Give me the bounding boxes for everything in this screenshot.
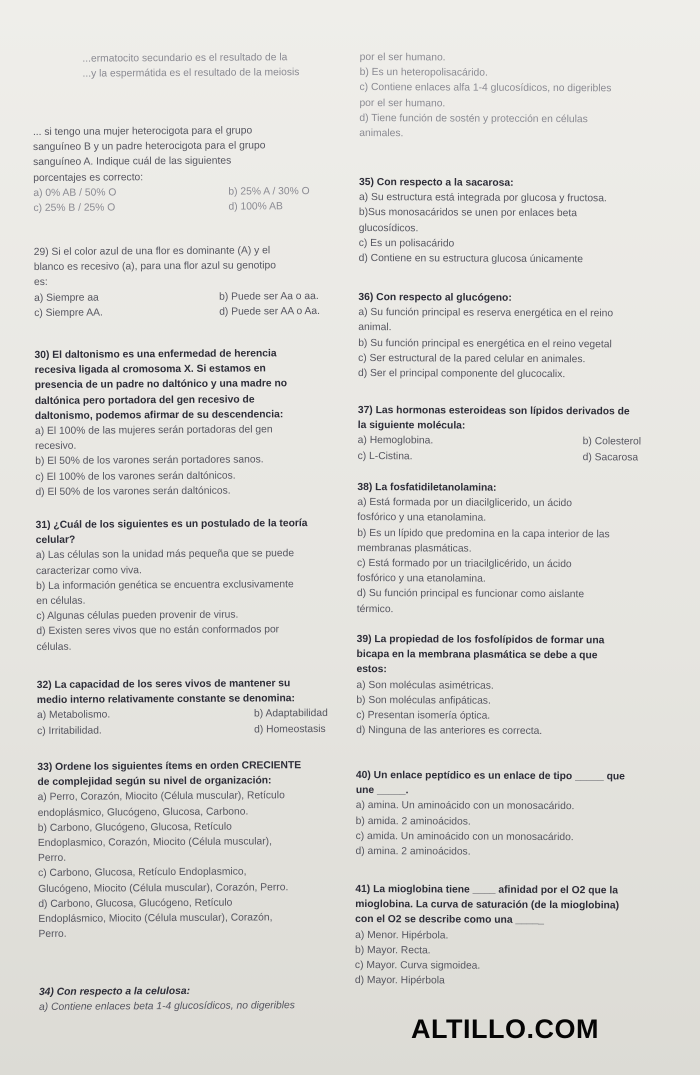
option-line: b) Carbono, Glucógeno, Glucosa, Retículo: [37, 821, 232, 834]
left-top-fragment: [82, 50, 352, 82]
option-line: b) amida. 2 aminoácidos.: [355, 815, 471, 828]
option-line: fosfórico y una etanolamina.: [356, 573, 486, 585]
question-29: [34, 243, 355, 321]
option-a: a) Siempre aa: [34, 292, 99, 304]
option-line: b) Mayor. Recta.: [354, 944, 431, 957]
text-line: ...ermatocito secundario es el resultado de la: [82, 52, 288, 65]
text-line: por el ser humano.: [359, 97, 446, 110]
option-line: a) Su estructura está integrada por glucosa y fructosa.: [358, 192, 607, 205]
question-text: 36) Con respecto al glucógeno:: [358, 291, 512, 304]
option-line: a) Son moléculas asimétricas.: [356, 679, 494, 692]
option-line: c) Ser estructural de la pared celular en animales.: [358, 352, 586, 365]
question-text: medio interno relativamente constante se denomina:: [36, 693, 295, 707]
question-text: daltónica pero portadora del gen recesivo de: [34, 394, 255, 407]
question-text: 40) Un enlace peptídico es un enlace de tipo _____ que: [355, 769, 625, 783]
question-text: 35) Con respecto a la sacarosa:: [359, 176, 514, 189]
option-line: d) El 50% de los varones serán daltónicos.: [35, 485, 231, 498]
option-line: a) El 100% de las mujeres serán portadoras del gen: [34, 424, 273, 438]
question-text: ... si tengo una mujer heterocigota para el grupo: [32, 125, 253, 138]
option-line: c) El 100% de los varones serán daltónicos.: [35, 470, 236, 483]
question-text: daltonismo, podemos afirmar de su descendencia:: [34, 409, 284, 422]
option-b: b) Adaptabilidad: [253, 708, 328, 720]
question-text: 34) Con respecto a la celulosa:: [38, 985, 191, 998]
question-30: [34, 346, 355, 500]
question-31: [36, 516, 357, 655]
option-line: b) Son moléculas anfipáticas.: [356, 694, 491, 707]
text-line: c) Contiene enlaces alfa 1-4 glucosídicos, no digeribles: [359, 82, 612, 95]
question-text: presencia de un padre no daltónico y una madre no: [34, 378, 288, 392]
text-line: por el ser humano.: [359, 51, 446, 64]
question-text: estos:: [356, 664, 387, 676]
question-text: sanguíneo B y un padre heterocigota para el grupo: [32, 140, 266, 154]
text-line: d) Tiene función de sostén y protección en células: [359, 112, 588, 126]
option-line: c) Algunas células pueden provenir de virus.: [36, 609, 239, 623]
option-line: d) Carbono, Glucosa, Glucógeno, Retículo: [38, 897, 233, 910]
option-c: c) Irritabilidad.: [37, 725, 102, 737]
question-text: 29) Si el color azul de una flor es dominante (A) y el: [33, 245, 271, 258]
option-line: a) Perro, Corazón, Miocito (Célula muscular), Retículo: [37, 790, 285, 804]
question-text: celular?: [35, 534, 76, 547]
question-text: recesiva ligada al cromosoma X. Si estamos en: [34, 363, 266, 377]
option-c: c) L-Cistina.: [357, 450, 413, 462]
option-d: d) Homeostasis: [254, 723, 326, 736]
option-line: Endoplásmico, Miocito (Célula muscular), Corazón,: [38, 912, 273, 926]
text-line: b) Es un heteropolisacárido.: [359, 67, 488, 79]
option-line: d) amina. 2 aminoácidos.: [355, 846, 471, 858]
right-column: [354, 0, 678, 987]
option-line: recesivo.: [35, 440, 77, 453]
option-line: d) Ninguna de las anteriores es correcta.: [356, 725, 543, 738]
right-top-fragment: [359, 50, 677, 143]
option-line: animal.: [358, 322, 392, 334]
option-line: fosfórico y una etanolamina.: [357, 512, 487, 525]
option-c: c) 25% B / 25% O: [33, 202, 116, 215]
option-line: b) Su función principal es energética en el reino vegetal: [358, 337, 612, 350]
option-line: glucosídicos.: [358, 222, 419, 234]
option-line: c) Mayor. Curva sigmoidea.: [354, 960, 481, 972]
option-line: a) amina. Un aminoácido con un monosacárido.: [355, 800, 575, 813]
option-line: a) Las células son la unidad más pequeña que se puede: [35, 548, 295, 562]
option-line: Perro.: [37, 853, 67, 865]
question-text: porcentajes es correcto:: [33, 171, 144, 184]
question-text: 37) Las hormonas esteroideas son lípidos derivados de: [357, 404, 630, 418]
option-line: térmico.: [356, 603, 394, 615]
question-28: [33, 123, 354, 216]
question-text: bicapa en la membrana plasmática se debe a que: [356, 649, 598, 662]
question-text: 31) ¿Cuál de los siguientes es un postulado de la teoría: [35, 518, 308, 531]
option-line: d) Su función principal es funcionar como aislante: [356, 588, 585, 601]
question-33: [37, 758, 358, 943]
option-line: d) Mayor. Hipérbola: [354, 975, 445, 987]
option-line: d) Existen seres vivos que no están conformados por: [36, 624, 280, 638]
text-line: ...y la espermátida es el resultado de la meiosis: [82, 67, 300, 80]
question-text: sanguíneo A. Indique cuál de las siguientes: [33, 156, 232, 169]
question-text: 32) La capacidad de los seres vivos de mantener su: [36, 678, 291, 691]
question-text: la siguiente molécula:: [357, 420, 466, 432]
question-text: 38) La fosfatidiletanolamina:: [357, 481, 497, 494]
option-line: c) Presentan isomería óptica.: [356, 710, 491, 722]
option-line: Glucógeno, Miocito (Célula muscular), Corazón, Perro.: [38, 881, 289, 895]
option-line: en células.: [36, 595, 86, 608]
question-text: 33) Ordene los siguientes ítems en orden CRECIENTE: [37, 760, 302, 773]
option-line: a) Su función principal es reserva energética en el reino: [358, 307, 614, 320]
question-34: [39, 983, 359, 1016]
option-line: Endoplasmico, Corazón, Miocito (Célula muscular),: [37, 836, 272, 849]
question-32: [37, 676, 357, 739]
option-line: c) Está formado por un triacilglicérido, un ácido: [357, 558, 572, 571]
question-41: [355, 882, 674, 990]
question-text: es:: [33, 277, 48, 289]
option-d: d) 100% AB: [228, 201, 283, 213]
question-35: [359, 175, 677, 268]
question-text: 30) El daltonismo es una enfermedad de herencia: [34, 348, 277, 361]
option-b: b) Puede ser Aa o aa.: [219, 290, 319, 303]
option-line: membranas plasmáticas.: [357, 542, 472, 555]
option-line: b) El 50% de los varones serán portadores sanos.: [35, 454, 264, 468]
option-line: Perro.: [38, 929, 67, 941]
option-line: b)Sus monosacáridos se unen por enlaces beta: [358, 207, 578, 220]
question-text: de complejidad según su nivel de organización:: [37, 775, 272, 789]
option-c: c) Siempre AA.: [34, 307, 103, 319]
altillo-watermark: ALTILLO.COM: [411, 1014, 599, 1044]
question-text: 39) La propiedad de los fosfolípidos de formar una: [356, 633, 605, 647]
option-line: células.: [36, 641, 72, 653]
option-a: a) Metabolismo.: [36, 709, 111, 722]
text-line: animales.: [359, 128, 404, 140]
question-37: [358, 403, 676, 465]
option-line: a) Está formada por un diacilglicerido, un ácido: [357, 497, 573, 510]
question-38: [357, 480, 676, 618]
question-text: 41) La mioglobina tiene ____ afinidad por el O2 que la: [355, 883, 619, 897]
option-b: b) Colesterol: [582, 436, 642, 448]
option-line: d) Ser el principal componente del glucocalix.: [358, 368, 566, 381]
option-a: a) 0% AB / 50% O: [33, 187, 117, 199]
option-line: endoplásmico, Glucógeno, Glucosa, Carbono.: [37, 806, 249, 819]
question-text: mioglobina. La curva de saturación (de la mioglobina): [355, 899, 620, 912]
option-line: b) Es un lípido que predomina en la capa interior de las: [357, 527, 610, 540]
option-line: a) Menor. Hipérbola.: [355, 929, 449, 942]
option-line: b) La información genética se encuentra exclusivamente: [36, 579, 294, 592]
question-39: [356, 632, 675, 740]
option-a: a) Hemoglobina.: [357, 435, 434, 447]
question-40: [356, 768, 674, 861]
option-d: d) Sacarosa: [582, 451, 639, 464]
question-text: une _____.: [355, 785, 409, 797]
option-line: c) Carbono, Glucosa, Retículo Endoplasmico,: [38, 866, 247, 880]
option-line: c) Es un polisacárido: [358, 237, 455, 250]
option-line: c) amida. Un aminoácido con un monosacárido.: [355, 830, 574, 843]
option-b: b) 25% A / 30% O: [228, 185, 310, 198]
question-36: [358, 290, 676, 383]
option-d: d) Puede ser AA o Aa.: [219, 305, 320, 318]
question-text: blanco es recesivo (a), para una flor azul su genotipo: [33, 260, 277, 274]
option-line: a) Contiene enlaces beta 1-4 glucosídicos, no digeribles: [38, 1000, 295, 1014]
option-line: caracterizar como viva.: [35, 564, 142, 577]
option-line: d) Contiene en su estructura glucosa únicamente: [358, 253, 584, 266]
question-text: con el O2 se describe como una _____: [355, 914, 545, 927]
